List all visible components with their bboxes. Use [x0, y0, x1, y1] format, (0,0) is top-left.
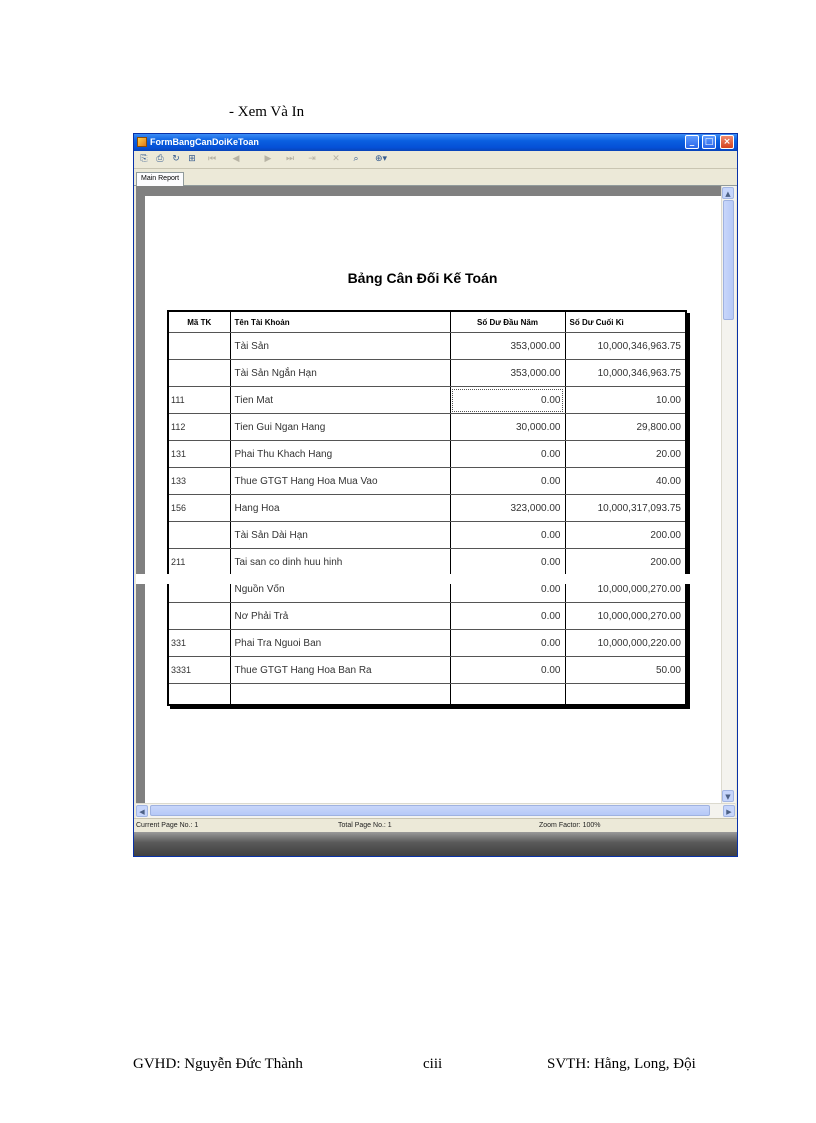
closing-balance-cell [565, 684, 686, 706]
closing-balance-cell: 10,000,346,963.75 [565, 360, 686, 387]
closing-balance-cell: 10,000,000,270.00 [565, 603, 686, 630]
opening-balance-cell: 0.00 [450, 549, 565, 576]
status-total-page: Total Page No.: 1 [338, 822, 392, 829]
first-page-icon[interactable]: ⏮ [207, 154, 217, 164]
account-name-cell: Tài Sản [230, 333, 450, 360]
report-page [145, 196, 721, 803]
opening-balance-cell: 353,000.00 [450, 333, 565, 360]
scroll-right-icon[interactable]: ▶ [723, 805, 735, 817]
account-code-cell [168, 603, 230, 630]
account-name-cell: Phai Thu Khach Hang [230, 441, 450, 468]
stop-icon[interactable]: ✕ [332, 154, 340, 164]
opening-balance-cell [450, 684, 565, 706]
report-viewport [136, 186, 721, 803]
account-code-cell: 131 [168, 441, 230, 468]
closing-balance-cell: 50.00 [565, 657, 686, 684]
account-name-cell: Tài Sản Ngắn Hạn [230, 360, 450, 387]
group-tree-icon[interactable]: ⊞ [188, 154, 196, 164]
vertical-scrollbar[interactable] [721, 186, 736, 803]
status-bar [134, 818, 737, 832]
account-code-cell: 111 [168, 387, 230, 414]
prev-page-icon[interactable]: ◀ [232, 154, 240, 164]
opening-balance-cell: 323,000.00 [450, 495, 565, 522]
screenshot-split-gap [136, 574, 721, 584]
scroll-left-icon[interactable]: ◀ [136, 805, 148, 817]
opening-balance-cell: 0.00 [450, 603, 565, 630]
closing-balance-cell: 10,000,317,093.75 [565, 495, 686, 522]
account-code-cell: 3331 [168, 657, 230, 684]
last-page-icon[interactable]: ⏭ [285, 154, 295, 164]
goto-page-icon[interactable]: ⇥ [308, 154, 316, 164]
closing-balance-cell: 40.00 [565, 468, 686, 495]
report-title: Bảng Cân Đối Kế Toán [347, 270, 498, 286]
closing-balance-cell: 10,000,000,270.00 [565, 576, 686, 603]
opening-balance-cell: 0.00 [450, 441, 565, 468]
account-name-cell: Hang Hoa [230, 495, 450, 522]
table-row [168, 657, 686, 684]
table-row [168, 603, 686, 630]
tab-main-report[interactable]: Main Report [136, 172, 184, 186]
closing-balance-cell: 200.00 [565, 522, 686, 549]
next-page-icon[interactable]: ▶ [264, 154, 272, 164]
account-code-cell: 156 [168, 495, 230, 522]
search-icon[interactable]: ⌕ [353, 154, 359, 164]
closing-balance-cell: 10,000,000,220.00 [565, 630, 686, 657]
footer-instructor: GVHD: Nguyễn Đức Thành [133, 1056, 303, 1072]
table-row [168, 684, 686, 706]
col-header-closing-balance: Số Dư Cuối Kì [565, 311, 686, 333]
account-name-cell: Tien Gui Ngan Hang [230, 414, 450, 441]
account-name-cell: Tài Sản Dài Hạn [230, 522, 450, 549]
tab-strip [134, 169, 737, 186]
table-row [168, 333, 686, 360]
closing-balance-cell: 29,800.00 [565, 414, 686, 441]
account-name-cell: Nguồn Vốn [230, 576, 450, 603]
footer-page-number: ciii [423, 1056, 443, 1072]
minimize-button[interactable]: _ [685, 135, 699, 149]
table-body [168, 333, 686, 706]
account-code-cell [168, 522, 230, 549]
col-header-account-code: Mã TK [168, 311, 230, 333]
vertical-scroll-thumb[interactable] [723, 200, 734, 320]
opening-balance-cell: 0.00 [450, 468, 565, 495]
report-toolbar [134, 151, 737, 169]
account-code-cell: 112 [168, 414, 230, 441]
account-name-cell: Tai san co dinh huu hinh [230, 549, 450, 576]
account-code-cell: 133 [168, 468, 230, 495]
account-code-cell [168, 684, 230, 706]
opening-balance-cell: 0.00 [450, 576, 565, 603]
close-button[interactable]: × [720, 135, 734, 149]
title-bar[interactable] [134, 134, 737, 151]
opening-balance-cell: 0.00 [450, 387, 565, 414]
account-name-cell: Thue GTGT Hang Hoa Ban Ra [230, 657, 450, 684]
account-name-cell: Nơ Phải Trả [230, 603, 450, 630]
col-header-account-name: Tên Tài Khoản [230, 311, 450, 333]
export-icon[interactable]: ⎘ [140, 154, 148, 164]
opening-balance-cell: 353,000.00 [450, 360, 565, 387]
opening-balance-cell: 0.00 [450, 630, 565, 657]
opening-balance-cell: 0.00 [450, 657, 565, 684]
status-zoom-factor: Zoom Factor: 100% [539, 822, 601, 829]
table-row [168, 360, 686, 387]
report-viewer-window [133, 133, 738, 857]
table-row [168, 630, 686, 657]
horizontal-scroll-thumb[interactable] [150, 805, 710, 816]
maximize-button[interactable]: □ [702, 135, 716, 149]
document-heading: - Xem Và In [229, 104, 305, 120]
table-row [168, 387, 686, 414]
table-row [168, 522, 686, 549]
table-header-row [168, 311, 686, 333]
status-current-page: Current Page No.: 1 [136, 822, 199, 829]
account-name-cell [230, 684, 450, 706]
account-name-cell: Phai Tra Nguoi Ban [230, 630, 450, 657]
print-icon[interactable]: ⎙ [156, 154, 164, 164]
table-row [168, 495, 686, 522]
table-row [168, 468, 686, 495]
table-row [168, 414, 686, 441]
table-row [168, 441, 686, 468]
taskbar-band [134, 832, 737, 857]
closing-balance-cell: 200.00 [565, 549, 686, 576]
opening-balance-cell: 0.00 [450, 522, 565, 549]
opening-balance-cell: 30,000.00 [450, 414, 565, 441]
refresh-icon[interactable]: ↻ [172, 154, 180, 164]
account-name-cell: Tien Mat [230, 387, 450, 414]
closing-balance-cell: 10.00 [565, 387, 686, 414]
footer-students: SVTH: Hằng, Long, Đội [547, 1056, 696, 1072]
closing-balance-cell: 10,000,346,963.75 [565, 333, 686, 360]
window-title: FormBangCanDoiKeToan [150, 137, 259, 147]
col-header-opening-balance: Số Dư Đầu Năm [450, 311, 565, 333]
account-code-cell [168, 333, 230, 360]
table-row [168, 549, 686, 576]
account-name-cell: Thue GTGT Hang Hoa Mua Vao [230, 468, 450, 495]
account-code-cell [168, 360, 230, 387]
balance-sheet-table [167, 310, 687, 706]
horizontal-scrollbar[interactable] [136, 803, 735, 818]
app-icon [137, 137, 147, 147]
zoom-icon[interactable]: ⊕▾ [374, 154, 388, 164]
account-code-cell: 211 [168, 549, 230, 576]
scroll-down-icon[interactable]: ▼ [722, 790, 734, 802]
closing-balance-cell: 20.00 [565, 441, 686, 468]
account-code-cell: 331 [168, 630, 230, 657]
scroll-up-icon[interactable]: ▲ [722, 187, 734, 199]
